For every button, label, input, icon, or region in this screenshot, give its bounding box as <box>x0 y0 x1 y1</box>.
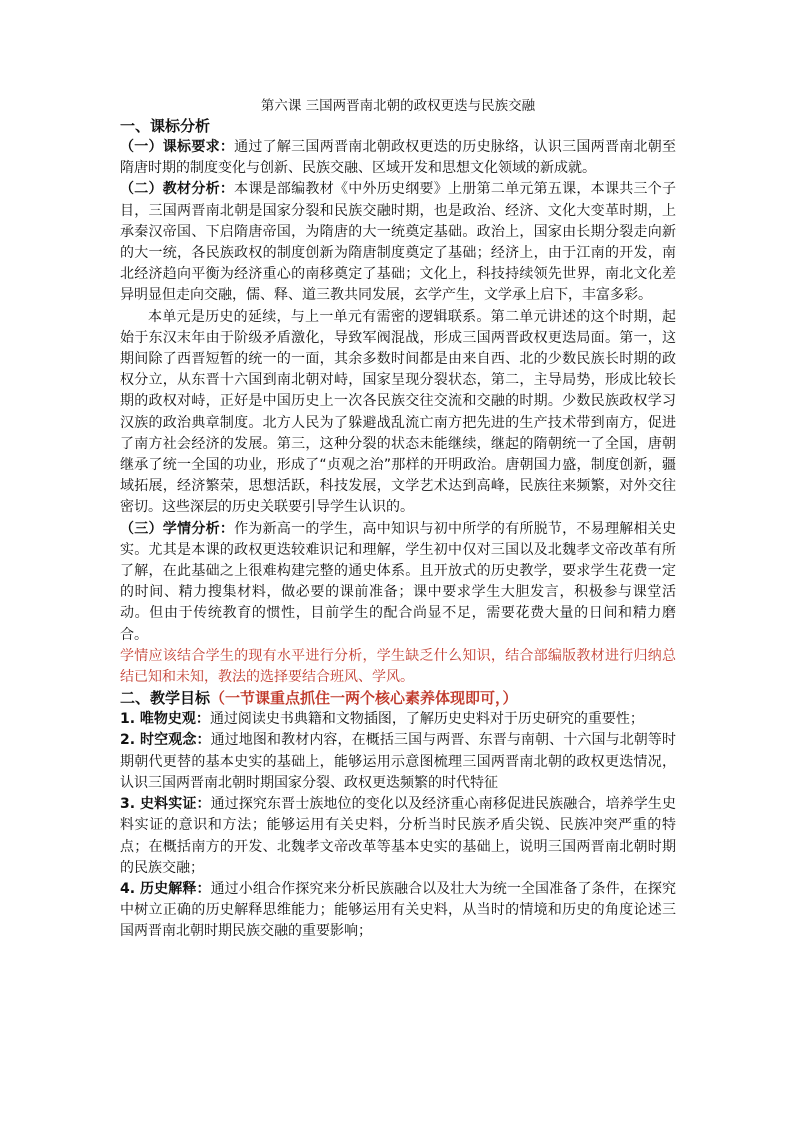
objective-text: 通过地图和教材内容，在概括三国与两晋、东晋与南朝、十六国与北朝等时期朝代更替的基本史实的基础上，能够运用示意图梳理三国两晋南北朝的政权更迭情况，认识三国两晋南北朝时期国家分裂、政权更迭频繁的时代特征 <box>120 732 676 791</box>
student-analysis-lead: （三）学情分析： <box>120 520 235 537</box>
student-analysis-paragraph <box>120 519 676 646</box>
section2-heading <box>120 688 676 709</box>
student-analysis-text: 作为新高一的学生，高中知识与初中所学的有所脱节，不易理解相关史实。尤其是本课的政权更迭较难识记和理解，学生初中仅对三国以及北魏孝文帝改革有所了解，在此基础之上很难构建完整的通史体系。且开放式的历史教学，要求学生花费一定的时间、精力搜集材料，做必要的课前准备；课中要求学生大胆发言，积极参与课堂活动。但由于传统教育的惯性，目前学生的配合尚显不足，需要花费大量的日间和精力磨合。 <box>120 520 677 643</box>
section2-heading-note: （一节课重点抓住一两个核心素养体现即可，） <box>210 689 518 708</box>
unit-context-paragraph: 本单元是历史的延续，与上一单元有需密的逻辑联系。第二单元讲述的这个时期，起始于东汉末年由于阶级矛盾激化，导致军阀混战，形成三国两晋政权更迭局面。第一，这期间除了西晋短暂的统一的一面，其余多数时间都是由来自西、北的少数民族长时期的政权分立，从东晋十六国到南北朝对峙，国家呈现分裂状态，第二，主导局势，形成比较长期的政权对峙，正好是中国历史上一次各民族交往交流和交融的时期。少数民族政权学习汉族的政治典章制度。北方人民为了躲避战乱流亡南方把先进的生产技术带到南方，促进了南方社会经济的发展。第三，这种分裂的状态未能继续，继起的隋朝统一了全国，唐朝继承了统一全国的功业，形成了“贞观之治”那样的开明政治。唐朝国力盛，制度创新，疆域拓展，经济繁荣，思想活跃，科技发展，文学艺术达到高峰，民族往来频繁，对外交往密切。这些深层的历史关联要引导学生认识的。 <box>120 308 676 516</box>
objective-text: 通过探究东晋士族地位的变化以及经济重心南移促进民族融合，培养学生史料实证的意识和方法；能够运用有关史料，分析当时民族矛盾尖锐、民族冲突严重的特点；在概括南方的开发、北魏孝文帝改革等基本史实的基础上，说明三国两晋南北朝时期的民族交融； <box>120 796 676 876</box>
section2-heading-label: 二、教学目标 <box>120 689 211 708</box>
standard-requirement-paragraph <box>120 137 676 179</box>
document-page <box>120 96 676 943</box>
objective-lead: 1. 唯物史观： <box>120 711 210 728</box>
editor-note: 学情应该结合学生的现有水平进行分析，学生缺乏什么知识，结合部编版教材进行归纳总结已知和未知，教法的选择要结合班风、学风。 <box>120 647 676 686</box>
objective-item <box>120 730 676 794</box>
document-title: 第六课 三国两晋南北朝的政权更迭与民族交融 <box>260 98 536 114</box>
objective-item <box>120 879 676 943</box>
objective-item <box>120 709 676 730</box>
textbook-analysis-lead: （二）教材分析： <box>120 181 235 198</box>
objective-text: 通过小组合作探究来分析民族融合以及壮大为统一全国准备了条件，在探究中树立正确的历史解释思维能力；能够运用有关史料，从当时的情境和历史的角度论述三国两晋南北朝时期民族交融的重要影响； <box>120 880 676 940</box>
objective-lead: 2. 时空观念： <box>120 732 211 749</box>
textbook-analysis-paragraph <box>120 179 676 306</box>
objective-item <box>120 794 676 879</box>
objective-text: 通过阅读史书典籍和文物插图，了解历史史料对于历史研究的重要性； <box>209 711 644 728</box>
objective-lead: 3. 史料实证： <box>120 796 211 813</box>
section1-heading: 一、课标分析 <box>120 117 211 135</box>
objective-lead: 4. 历史解释： <box>120 880 211 897</box>
textbook-analysis-text: 本课是部编教材《中外历史纲要》上册第二单元第五课，本课共三个子目，三国两晋南北朝是国家分裂和民族交融时期，也是政治、经济、文化大变革时期，上承秦汉帝国、下启隋唐帝国，为隋唐的大一统奠定基础。政治上，国家由长期分裂走向新的大一统，各民族政权的制度创新为隋唐制度奠定了基础；经济上，由于江南的开发，南北经济趋向平衡为经济重心的南移奠定了基础；文化上，科技持续领先世界，南北文化差异明显但走向交融，儒、释、道三教共同发展，玄学产生，文学承上启下，丰富多彩。 <box>120 181 677 304</box>
standard-requirement-text: 通过了解三国两晋南北朝政权更迭的历史脉络，认识三国两晋南北朝至隋唐时期的制度变化与创新、民族交融、区域开发和思想文化领域的新成就。 <box>120 139 677 177</box>
standard-requirement-lead: （一）课标要求： <box>120 139 235 155</box>
